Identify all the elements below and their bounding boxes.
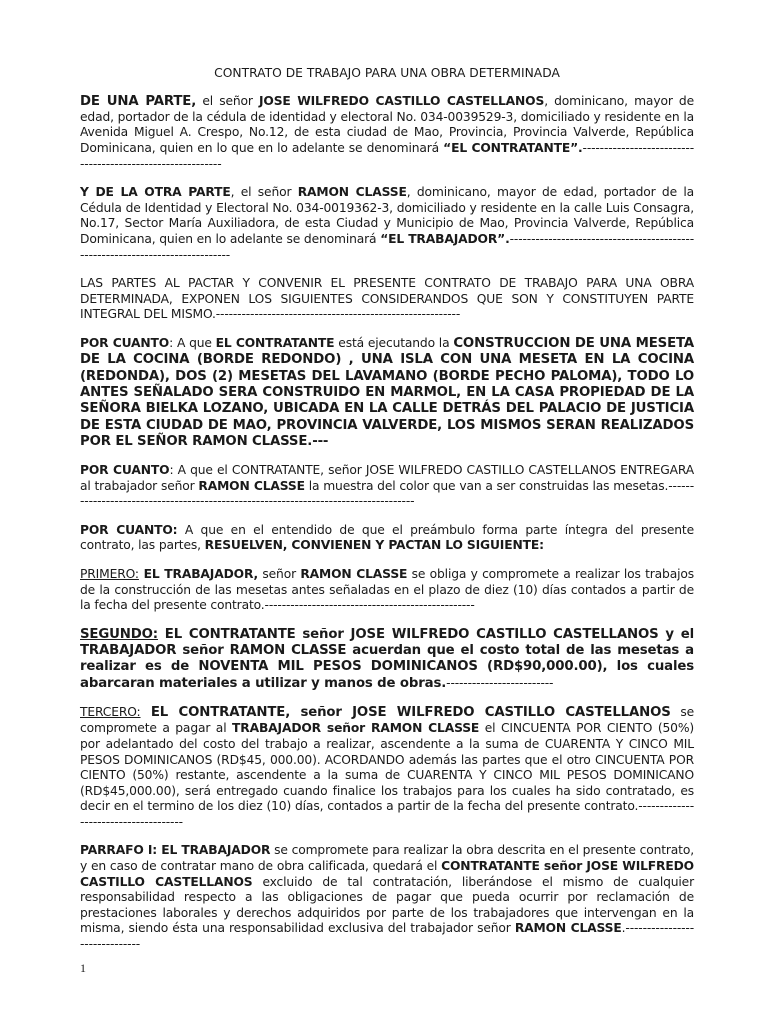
- clause-segundo: [80, 627, 694, 692]
- por-cuanto-2-paragraph: [80, 463, 694, 510]
- party-two-paragraph: [80, 185, 694, 263]
- text-run: A que en el entendido de que el preámbulo forma parte íntegra del presente contrato, las partes,: [80, 522, 695, 553]
- text-run: se obliga y compromete a realizar los trabajos de la construcción de las mesetas antes señaladas en el plazo de diez (10) días contados a partir de la fecha del presente contrato.-------------------------------------------------: [80, 567, 694, 613]
- worker-name: RAMON CLASSE: [297, 185, 407, 200]
- page-number: 1: [80, 961, 86, 975]
- clause-parrafo-i: [80, 843, 694, 952]
- text-bold-run: TRABAJADOR señor RAMON CLASSE: [232, 721, 480, 736]
- text-run: el señor: [196, 93, 259, 108]
- text-run: : A que el CONTRATANTE, señor JOSE WILFREDO CASTILLO CASTELLANOS ENTREGARA al trabajador señor: [80, 463, 694, 493]
- clause-heading: PARRAFO I: EL TRABAJADOR: [80, 843, 271, 858]
- document-title: CONTRATO DE TRABAJO PARA UNA OBRA DETERMINADA: [214, 66, 560, 80]
- worker-name: RAMON CLASSE: [300, 567, 408, 582]
- clause-heading: SEGUNDO:: [80, 626, 158, 642]
- text-bold-run: EL CONTRATANTE: [215, 336, 335, 351]
- dash-filler: -------------------------: [446, 675, 554, 690]
- payment-terms-text: el CINCUENTA POR CIENTO (50%) por adelantado del costo del trabajo a realizar, ascendente a la suma de CUARENTA Y CINCO MIL PESOS DOMINICANOS (RD$45, 000.00). ACORDANDO además las partes que el otro CINCUENTA POR CIENTO (50%) restante, ascendente a la suma de CUARENTA Y CINCO MIL PESOS DOMINICANO (RD$45,000.00), será entregado cuando finalice los trabajos para los cuales ha sido contratado, es decir en el termino de los diez (10) días, contados a partir de la fecha del presente contrato.-------------------------------------: [80, 721, 695, 829]
- text-run: se compromete para realizar la obra descrita en el presente contrato, y en caso de contratar mano de obra calificada, quedará el: [80, 843, 694, 874]
- resolution-phrase: RESUELVEN, CONVIENEN Y PACTAN LO SIGUIENTE:: [204, 538, 544, 553]
- dash-filler: ------------------------------------------------------------------------------: [80, 232, 694, 262]
- contractor-name: JOSE WILFREDO CASTILLO CASTELLANOS: [258, 93, 545, 108]
- cost-agreement-text: EL CONTRATANTE señor JOSE WILFREDO CASTILLO CASTELLANOS y el TRABAJADOR señor RAMON CLASSE acuerdan que el costo total de las mesetas a realizar es de NOVENTA MIL PESOS DOMINICANOS (RD$90,000.00), los cuales abarcaran materiales a utilizar y manos de obras.: [80, 626, 694, 691]
- text-bold-run: CONTRATANTE señor JOSE WILFREDO CASTILLO CASTELLANOS: [80, 859, 694, 889]
- considerations-paragraph: LAS PARTES AL PACTAR Y CONVENIR EL PRESENTE CONTRATO DE TRABAJO PARA UNA OBRA DETERMINADA, EXPONEN LOS SIGUIENTES CONSIDERANDOS QUE SON Y CONSTITUYEN PARTE INTEGRAL DEL MISMO.---------------------------------------------------------: [80, 276, 694, 322]
- clause-heading: PRIMERO:: [80, 567, 139, 582]
- party-one-paragraph: [80, 94, 694, 173]
- clause-heading: TERCERO:: [80, 705, 141, 720]
- text-bold-run: EL CONTRATANTE, señor JOSE WILFREDO CASTILLO CASTELLANOS: [140, 705, 671, 721]
- construction-description: CONSTRUCCION DE UNA MESETA DE LA COCINA (BORDE REDONDO) , UNA ISLA CON UNA MESETA EN LA COCINA (REDONDA), DOS (2) MESETAS DEL LAVAMANO (BORDE PECHO PALOMA), TODO LO ANTES SEÑALADO SERA CONSTRUIDO EN MARMOL, EN LA CASA PROPIEDAD DE LA SEÑORA BIELKA LOZANO, UBICADA EN LA CALLE DETRÁS DEL PALACIO DE JUSTICIA DE ESTA CIUDAD DE MAO, PROVINCIA VALVERDE, LOS MISMOS SERAN REALIZADOS POR EL SEÑOR RAMON CLASSE.---: [80, 336, 695, 449]
- dash-filler: -----------------------------------------------------------: [80, 141, 694, 171]
- worker-name: RAMON CLASSE: [514, 921, 622, 936]
- clause-tercero: [80, 705, 694, 830]
- text-run: se compromete a pagar al: [80, 705, 694, 736]
- text-run: señor: [258, 567, 301, 582]
- contractor-designation: “EL CONTRATANTE”.: [443, 141, 583, 156]
- text-run: está ejecutando la: [334, 336, 454, 351]
- por-cuanto-heading: POR CUANTO: [80, 463, 170, 478]
- text-bold-run: EL TRABAJADOR,: [138, 567, 259, 582]
- clause-primero: [80, 567, 694, 614]
- por-cuanto-heading: POR CUANTO:: [80, 522, 178, 537]
- por-cuanto-3-paragraph: [80, 523, 694, 554]
- worker-name: RAMON CLASSE: [198, 478, 305, 493]
- party-one-heading: DE UNA PARTE,: [80, 93, 197, 109]
- party-two-heading: Y DE LA OTRA PARTE: [80, 185, 231, 200]
- worker-designation: “EL TRABAJADOR”.: [380, 232, 510, 247]
- por-cuanto-1-paragraph: [80, 336, 694, 450]
- text-run: : A que: [169, 336, 216, 351]
- dash-filler: .------------------------------: [80, 921, 695, 952]
- text-run: la muestra del color que van a ser construidas las mesetas.------------------------------------------------------------------------------------: [80, 478, 694, 509]
- text-run: , dominicano, mayor de edad, portador de la Cédula de Identidad y Electoral No. 034-0019362-3, domiciliado y residente en la calle Luis Consagra, No.17, Sector María Auxiliadora, de esta Ciudad y Municipio de Mao, Provincia Valverde, República Dominicana, quien en lo adelante se denominará: [80, 185, 694, 247]
- contract-page: [80, 66, 694, 966]
- text-run: , el señor: [230, 185, 298, 200]
- por-cuanto-heading: POR CUANTO: [80, 336, 170, 351]
- text-run: excluido de tal contratación, liberándose el mismo de cualquier responsabilidad respecto a las obligaciones de pagar que pueda ocurrir por reclamación de prestaciones laborales y derechos adquiridos por parte de los trabajadores que intervengan en la misma, siendo ésta una responsabilidad exclusiva del trabajador señor: [80, 874, 694, 936]
- text-run: , dominicano, mayor de edad, portador de la cédula de identidad y electoral No. 034-0039529-3, domiciliado y residente en la Avenida Miguel A. Crespo, No.12, de esta ciudad de Mao, Provincia, Provincia Valverde, República Dominicana, quien en lo que en lo adelante se denominará: [80, 93, 694, 156]
